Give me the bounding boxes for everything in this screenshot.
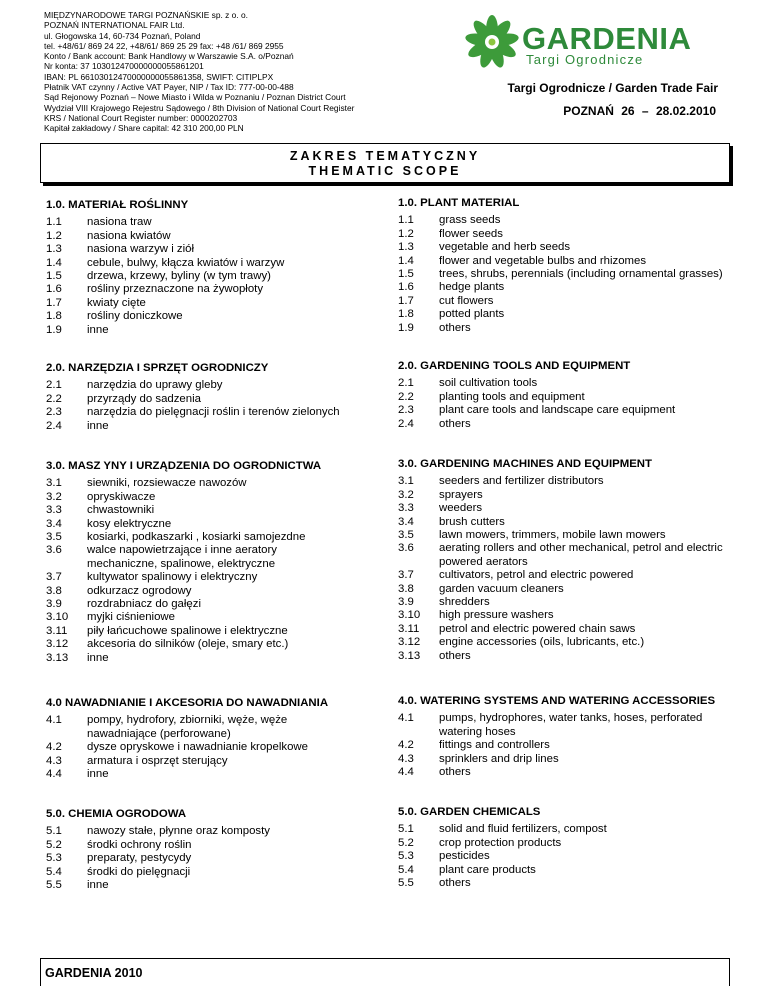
section-3 — [46, 460, 346, 665]
list-item — [46, 611, 346, 624]
item-number: 3.9 — [398, 596, 414, 609]
item-number: 3.10 — [398, 609, 421, 622]
item-number: 1.8 — [398, 308, 414, 321]
list-item — [46, 714, 346, 741]
item-text: nawozy stałe, płynne oraz komposty — [87, 825, 270, 838]
item-text: myjki ciśnieniowe — [87, 611, 175, 624]
section-heading: 3.0. MASZ YNY I URZĄDZENIA DO OGRODNICTWA — [46, 460, 322, 472]
item-number: 1.6 — [398, 281, 414, 294]
item-text: others — [439, 649, 471, 662]
section-5 — [398, 806, 730, 890]
list-item — [46, 866, 346, 879]
list-item — [398, 650, 730, 663]
list-item — [398, 837, 730, 850]
item-number: 2.3 — [398, 404, 414, 417]
section-2 — [46, 362, 346, 433]
list-item — [46, 477, 346, 490]
list-item — [398, 404, 730, 417]
list-item — [46, 393, 346, 406]
item-number: 2.2 — [398, 390, 414, 403]
item-number: 4.3 — [46, 754, 62, 767]
item-text: środki do pielęgnacji — [87, 865, 191, 878]
item-text: kosy elektryczne — [87, 517, 172, 530]
item-number: 1.3 — [46, 243, 62, 256]
section-1 — [398, 197, 730, 335]
section-3 — [398, 458, 730, 663]
item-text: grass seeds — [439, 214, 501, 227]
list-item — [398, 609, 730, 622]
item-number: 3.4 — [46, 517, 62, 530]
item-number: 4.2 — [46, 741, 62, 754]
item-number: 1.9 — [398, 321, 414, 334]
item-text: odkurzacz ogrodowy — [87, 584, 192, 597]
list-item — [46, 230, 346, 243]
section-heading: 2.0. NARZĘDZIA I SPRZĘT OGRODNICZY — [46, 362, 269, 374]
list-item — [398, 516, 730, 529]
item-number: 3.6 — [46, 544, 62, 557]
item-number: 4.4 — [46, 768, 62, 781]
item-text: others — [439, 877, 471, 890]
list-item — [398, 569, 730, 582]
item-number: 1.7 — [46, 296, 62, 309]
item-text: inne — [87, 323, 109, 336]
section-heading: 2.0. GARDENING TOOLS AND EQUIPMENT — [398, 360, 631, 372]
item-number: 5.2 — [46, 838, 62, 851]
list-item — [46, 825, 346, 838]
item-text: kwiaty cięte — [87, 296, 146, 309]
item-number: 3.12 — [46, 638, 69, 651]
list-item — [398, 281, 730, 294]
item-number: 4.1 — [398, 712, 414, 725]
item-text: soil cultivation tools — [439, 377, 538, 390]
company-info-line: tel. +48/61/ 869 24 22, +48/61/ 869 25 29 fax: +48 /61/ 869 2955 — [44, 40, 284, 51]
item-number: 3.3 — [398, 502, 414, 515]
item-text: armatura i osprzęt sterujący — [87, 754, 228, 767]
fair-title: Targi Ogrodnicze / Garden Trade Fair — [507, 81, 718, 95]
company-info-line: Płatnik VAT czynny / Active VAT Payer, NIP / Tax ID: 777-00-00-488 — [44, 82, 294, 93]
item-text: crop protection products — [439, 836, 562, 849]
item-text: walce napowietrzające i inne aeratory mechaniczne, spalinowe, elektryczne — [87, 544, 277, 570]
item-number: 2.1 — [46, 379, 62, 392]
item-text: petrol and electric powered chain saws — [439, 622, 636, 635]
item-text: pumps, hydrophores, water tanks, hoses, perforated watering hoses — [439, 712, 703, 738]
item-text: sprayers — [439, 488, 483, 501]
item-number: 3.5 — [46, 531, 62, 544]
item-text: pompy, hydrofory, zbiorniki, węże, węże nawadniające (perforowane) — [87, 714, 288, 740]
item-number: 3.8 — [46, 584, 62, 597]
item-text: piły łańcuchowe spalinowe i elektryczne — [87, 624, 288, 637]
item-number: 3.12 — [398, 636, 421, 649]
item-number: 3.13 — [46, 651, 69, 664]
list-item — [46, 768, 346, 781]
section-2 — [398, 360, 730, 431]
item-number: 1.5 — [46, 270, 62, 283]
item-text: inne — [87, 879, 109, 892]
item-text: flower and vegetable bulbs and rhizomes — [439, 254, 647, 267]
item-text: trees, shrubs, perennials (including ornamental grasses) — [439, 268, 723, 281]
list-item — [398, 623, 730, 636]
item-number: 3.1 — [398, 475, 414, 488]
item-text: hedge plants — [439, 281, 505, 294]
scope-title-box — [40, 143, 730, 183]
list-item — [398, 268, 730, 281]
list-item — [46, 839, 346, 852]
list-item — [398, 418, 730, 431]
list-item — [398, 214, 730, 227]
item-text: plant care tools and landscape care equipment — [439, 404, 676, 417]
company-info-line: Nr konta: 37 103012470000000055861201 — [44, 61, 204, 72]
item-number: 1.4 — [398, 254, 414, 267]
list-item — [46, 652, 346, 665]
section-4 — [46, 697, 346, 781]
list-item — [398, 636, 730, 649]
section-4 — [398, 695, 730, 779]
item-text: shredders — [439, 596, 490, 609]
item-number: 1.8 — [46, 310, 62, 323]
item-text: others — [439, 417, 471, 430]
item-text: rozdrabniacz do gałęzi — [87, 598, 201, 611]
company-info-line: IBAN: PL 66103012470000000055861358, SWIFT: CITIPLPX — [44, 71, 274, 82]
item-text: rośliny przeznaczone na żywopłoty — [87, 283, 264, 296]
list-item — [46, 491, 346, 504]
item-text: opryskiwacze — [87, 490, 156, 503]
item-text: brush cutters — [439, 515, 505, 528]
item-number: 5.1 — [46, 825, 62, 838]
item-number: 4.1 — [46, 714, 62, 727]
item-number: 5.3 — [46, 852, 62, 865]
list-item — [46, 243, 346, 256]
item-text: kultywator spalinowy i elektryczny — [87, 571, 258, 584]
item-text: chwastowniki — [87, 504, 155, 517]
item-number: 5.3 — [398, 850, 414, 863]
item-text: cultivators, petrol and electric powered — [439, 569, 634, 582]
item-text: garden vacuum cleaners — [439, 582, 564, 595]
item-number: 3.4 — [398, 515, 414, 528]
item-number: 1.2 — [398, 227, 414, 240]
item-number: 4.3 — [398, 752, 414, 765]
item-text: solid and fluid fertilizers, compost — [439, 823, 607, 836]
brand-name: GARDENIA — [522, 21, 692, 56]
item-number: 2.3 — [46, 406, 62, 419]
item-text: lawn mowers, trimmers, mobile lawn mowers — [439, 529, 666, 542]
item-number: 1.2 — [46, 229, 62, 242]
item-text: seeders and fertilizer distributors — [439, 475, 604, 488]
list-item — [398, 583, 730, 596]
list-item — [398, 489, 730, 502]
list-item — [398, 739, 730, 752]
list-item — [46, 257, 346, 270]
brand-subtitle: Targi Ogrodnicze — [526, 52, 644, 67]
list-item — [46, 504, 346, 517]
list-item — [398, 295, 730, 308]
list-item — [46, 420, 346, 433]
item-number: 3.11 — [46, 624, 68, 637]
company-info-line: MIĘDZYNARODOWE TARGI POZNAŃSKIE sp. z o. o. — [44, 10, 248, 20]
flower-logo-icon — [464, 14, 520, 70]
item-text: rośliny doniczkowe — [87, 310, 183, 323]
list-item — [398, 877, 730, 890]
footer-box — [40, 958, 730, 986]
item-number: 1.5 — [398, 268, 414, 281]
item-text: inne — [87, 419, 109, 432]
item-number: 1.6 — [46, 283, 62, 296]
item-text: fittings and controllers — [439, 739, 550, 752]
section-5 — [46, 808, 346, 892]
list-item — [46, 283, 346, 296]
item-number: 2.4 — [398, 417, 414, 430]
item-text: cebule, bulwy, kłącza kwiatów i warzyw — [87, 256, 285, 269]
list-item — [46, 406, 346, 419]
item-number: 3.7 — [46, 571, 62, 584]
list-item — [46, 216, 346, 229]
list-item — [398, 322, 730, 335]
item-text: nasiona warzyw i ziół — [87, 243, 194, 256]
item-text: inne — [87, 651, 109, 664]
list-item — [398, 391, 730, 404]
item-text: dysze opryskowe i nawadnianie kropelkowe — [87, 741, 308, 754]
item-number: 5.5 — [398, 877, 414, 890]
item-number: 5.1 — [398, 823, 414, 836]
company-info-line: Kapitał zakładowy / Share capital: 42 310 200,00 PLN — [44, 123, 244, 134]
item-number: 3.7 — [398, 569, 414, 582]
item-text: weeders — [439, 502, 483, 515]
item-text: aerating rollers and other mechanical, petrol and electric powered aerators — [439, 542, 723, 568]
item-text: cut flowers — [439, 294, 494, 307]
list-item — [398, 542, 730, 569]
item-number: 1.3 — [398, 241, 414, 254]
item-number: 3.9 — [46, 598, 62, 611]
item-text: pesticides — [439, 850, 490, 863]
item-number: 3.3 — [46, 504, 62, 517]
list-item — [46, 741, 346, 754]
list-item — [46, 379, 346, 392]
company-info — [44, 10, 354, 134]
list-item — [46, 310, 346, 323]
item-number: 3.1 — [46, 477, 62, 490]
item-number: 3.5 — [398, 529, 414, 542]
company-info-line: ul. Głogowska 14, 60-734 Poznań, Poland — [44, 30, 201, 41]
item-text: nasiona kwiatów — [87, 229, 171, 242]
item-text: potted plants — [439, 308, 505, 321]
item-number: 5.2 — [398, 836, 414, 849]
item-number: 2.2 — [46, 392, 62, 405]
company-info-line: Sąd Rejonowy Poznań – Nowe Miasto i Wilda w Poznaniu / Poznan District Court — [44, 92, 346, 103]
item-number: 5.5 — [46, 879, 62, 892]
list-item — [398, 766, 730, 779]
list-item — [46, 571, 346, 584]
item-text: narzędzia do pielęgnacji roślin i terenów zielonych — [87, 406, 340, 419]
list-item — [46, 755, 346, 768]
item-text: preparaty, pestycydy — [87, 852, 192, 865]
list-item — [398, 255, 730, 268]
section-heading: 5.0. GARDEN CHEMICALS — [398, 806, 541, 818]
item-number: 3.6 — [398, 542, 414, 555]
item-text: inne — [87, 768, 109, 781]
list-item — [398, 712, 730, 739]
item-text: akcesoria do silników (oleje, smary etc.) — [87, 638, 289, 651]
list-item — [46, 598, 346, 611]
item-number: 1.1 — [46, 216, 62, 229]
item-text: high pressure washers — [439, 609, 554, 622]
list-item — [46, 544, 346, 571]
section-heading: 4.0 NAWADNIANIE I AKCESORIA DO NAWADNIANIA — [46, 697, 329, 709]
item-number: 3.11 — [398, 622, 420, 635]
item-text: przyrządy do sadzenia — [87, 392, 201, 405]
section-heading: 3.0. GARDENING MACHINES AND EQUIPMENT — [398, 458, 652, 470]
item-text: plant care products — [439, 863, 536, 876]
list-item — [46, 324, 346, 337]
list-item — [46, 531, 346, 544]
item-text: siewniki, rozsiewacze nawozów — [87, 477, 247, 490]
item-number: 1.7 — [398, 294, 414, 307]
list-item — [46, 585, 346, 598]
list-item — [46, 638, 346, 651]
list-item — [398, 596, 730, 609]
item-number: 4.4 — [398, 766, 414, 779]
fair-place-date: POZNAŃ 26 – 28.02.2010 — [563, 104, 716, 118]
item-number: 2.1 — [398, 377, 414, 390]
item-number: 1.1 — [398, 214, 414, 227]
list-item — [398, 864, 730, 877]
list-item — [398, 241, 730, 254]
list-item — [398, 377, 730, 390]
list-item — [46, 270, 346, 283]
list-item — [398, 502, 730, 515]
section-heading: 5.0. CHEMIA OGRODOWA — [46, 808, 187, 820]
list-item — [46, 879, 346, 892]
list-item — [398, 228, 730, 241]
company-info-line: Konto / Bank account: Bank Handlowy w Warszawie S.A. o/Poznań — [44, 51, 294, 62]
scope-title-en: THEMATIC SCOPE — [308, 164, 462, 178]
section-1 — [46, 199, 346, 337]
item-text: engine accessories (oils, lubricants, etc.) — [439, 636, 645, 649]
item-text: vegetable and herb seeds — [439, 241, 571, 254]
section-heading: 4.0. WATERING SYSTEMS AND WATERING ACCESSORIES — [398, 695, 716, 707]
item-text: sprinklers and drip lines — [439, 752, 559, 765]
item-number: 1.4 — [46, 256, 62, 269]
item-text: kosiarki, podkaszarki , kosiarki samojezdne — [87, 531, 306, 544]
item-text: others — [439, 766, 471, 779]
list-item — [46, 297, 346, 310]
item-number: 3.13 — [398, 649, 421, 662]
list-item — [46, 518, 346, 531]
item-number: 5.4 — [46, 865, 62, 878]
company-info-line: POZNAŃ INTERNATIONAL FAIR Ltd. — [44, 20, 185, 31]
gardenia-logo — [464, 14, 704, 70]
list-item — [398, 529, 730, 542]
list-item — [46, 625, 346, 638]
item-text: narzędzia do uprawy gleby — [87, 379, 223, 392]
item-number: 3.8 — [398, 582, 414, 595]
item-number: 3.2 — [46, 490, 62, 503]
item-text: planting tools and equipment — [439, 390, 585, 403]
list-item — [398, 475, 730, 488]
item-text: nasiona traw — [87, 216, 152, 229]
list-item — [398, 308, 730, 321]
item-number: 3.2 — [398, 488, 414, 501]
company-info-line: Wydział VIII Krajowego Rejestru Sądowego / 8th Division of National Court Register — [44, 102, 355, 113]
item-number: 2.4 — [46, 419, 62, 432]
list-item — [398, 753, 730, 766]
list-item — [398, 850, 730, 863]
item-number: 3.10 — [46, 611, 69, 624]
item-number: 4.2 — [398, 739, 414, 752]
footer-label: GARDENIA 2010 — [45, 966, 143, 980]
company-info-line: KRS / National Court Register number: 0000202703 — [44, 112, 238, 123]
list-item — [398, 823, 730, 836]
item-number: 5.4 — [398, 863, 414, 876]
item-text: others — [439, 321, 471, 334]
scope-title-pl: ZAKRES TEMATYCZNY — [289, 149, 481, 163]
item-text: flower seeds — [439, 227, 503, 240]
section-heading: 1.0. MATERIAŁ ROŚLINNY — [46, 199, 189, 211]
item-text: środki ochrony roślin — [87, 838, 192, 851]
item-text: drzewa, krzewy, byliny (w tym trawy) — [87, 270, 271, 283]
item-number: 1.9 — [46, 323, 62, 336]
section-heading: 1.0. PLANT MATERIAL — [398, 197, 520, 209]
list-item — [46, 852, 346, 865]
